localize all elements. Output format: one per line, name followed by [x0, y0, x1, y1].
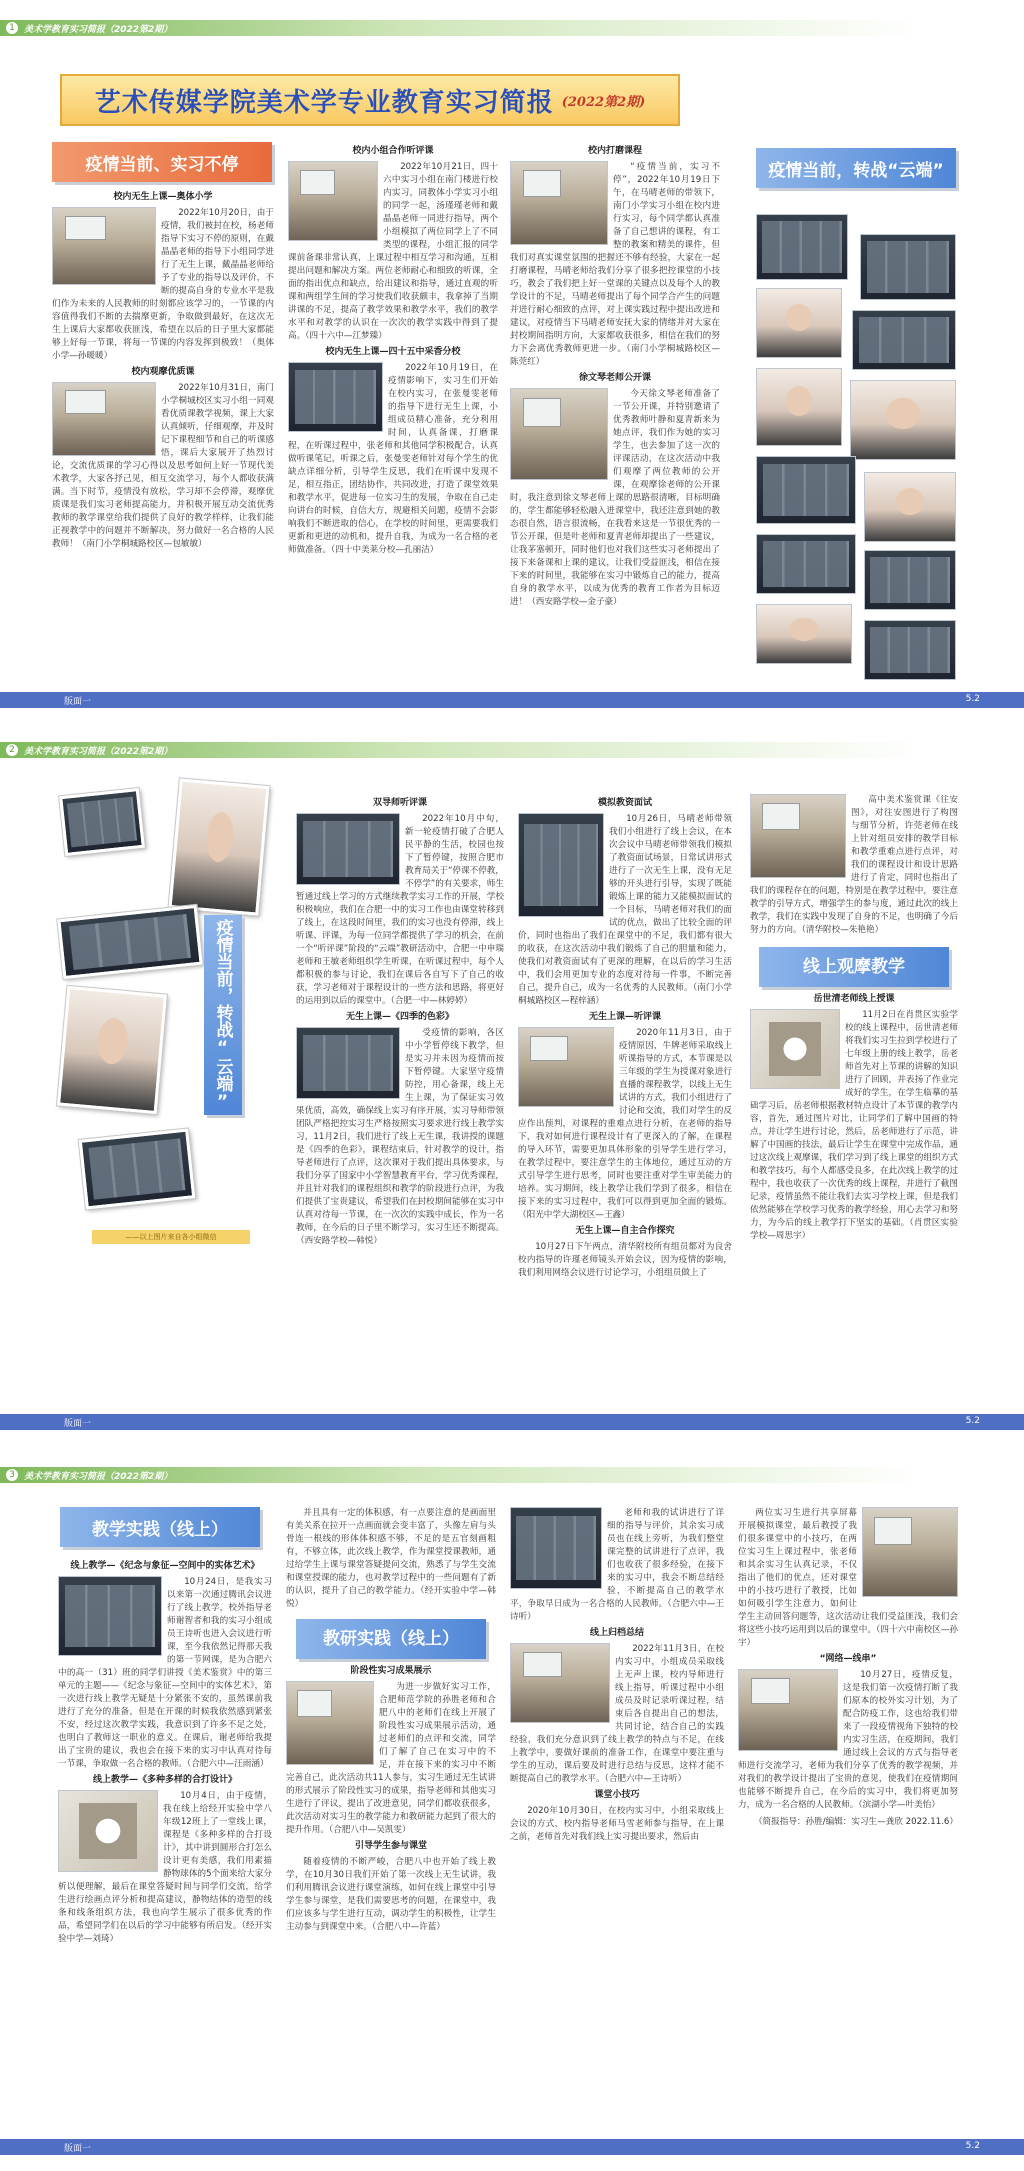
article-text: 2022年11月3日，在校内实习中，小组成员采取线上无声上课，校内导师进行线上指导，听课过程中小组成员及时记录听课过程，结束后各自提出自己的想法，共同讨论，结合自己的实践经验，我们充分意识到了线上教学的特点与不足，在线上教学中，要做好课前的准备工作，在课堂中要注重与学生的互动，课后要及时进行总结与反思，这样才能不断提高自己的教学水平。（合肥六中—王诗听）	[510, 1644, 724, 1784]
page-number: 1	[6, 22, 18, 34]
online-class-screenshot	[756, 456, 856, 524]
classroom-photo	[750, 794, 846, 878]
page-footer	[0, 2139, 1024, 2155]
vertical-banner-cloud: 疫情当前，转战“云端”	[204, 915, 242, 1115]
page-header	[0, 20, 1024, 36]
sketch-artwork-photo	[58, 1790, 158, 1872]
newsletter-title-banner	[60, 74, 680, 126]
article-column-2	[288, 142, 498, 688]
article-text: 10月4日，由于疫情，我在线上给经开实验中学八年级12班上了一堂线上课，课程是《多种多样的合打设计》，其中讲到圆形合打怎么设计更有美感，我们用素描静物球体的5个面来给大家分析以便理解，最后在课堂答疑时间与同学们交流，给学生进行绘画点评分析和提高建议，静物结体的造型的线条和线条组织方法，我也向学生展示了很多优秀的作品，希望同学们在以后的学习中能够有所启发。（经开实验中学—刘琦）	[58, 1791, 272, 1944]
article-text: 两位实习生进行共享屏幕开展模拟课堂，最后教授了我们很多课堂中的小技巧，在两位实习生上课过程中，张老师和其余实习生认真记录，不仅指出了他们的优点，还对课堂中的小技巧进行了教授，比如如何吸引学生注意力，如何让学生主动回答问题等，这次活动让我们受益匪浅，我们会将这些小技巧运用到以后的课堂中。（四十六中南校区—孙宇）	[738, 1508, 958, 1648]
online-class-screenshot	[852, 310, 956, 370]
online-class-screenshot	[864, 550, 956, 610]
article-column-2	[518, 794, 732, 1410]
footer-label: 版面一	[64, 2144, 92, 2154]
article-heading: 校内打磨课程	[587, 146, 642, 156]
article-text: 2022年10月19日，在疫情影响下，实习生们开始在校内实习，在张曼雯老师的指导下进行无生上课，小组成员精心准备，充分利用时间，认真备课，打磨课程，在听课过程中，张老师和其他同学积极配合，认真做听课笔记，听课之后，张曼雯老师针对每个学生的优缺点详细分析，引导学生反思，我们在听课中发现不足，相互指正，团结协作，共同改进，打造了课堂效果和教学水平，促进每一位实习生的发展，争取在自己走向讲台的时候，自信大方，规避相关问题，疫情不会影响我们不断进取的信心，在学校的时间里，更需要我们更新和更进的动机和，提升自我，为成为一名合格的老师做准备。（四十中美莱分校—孔丽洁）	[288, 363, 498, 555]
section-tag-research-practice: 教研实践（线上）	[296, 1619, 486, 1659]
page-number: 3	[6, 1469, 18, 1481]
article-text: 10月24日，是我实习以来第一次通过腾讯会议进行了线上教学，校外指导老师谢智者和我的实习小组成员王诗听也进入会议进行听课，至今我依然记得那天我的第一节网课，是为合肥六中的高一（31）班的同学们讲授《美术鉴赏》中的第三单元的主题——《纪念与象征—空间中的实体艺术》，第一次进行线上教学无疑是十分紧张不安的，虽然课前我进行了充分的准备，但是在开课的时候我依然感到紧张不安，经过这次教学实践，我意识到了许多不足之处，也明白了教师这一职业的意义。在课后，谢老师给我提出了宝贵的建议，我也会在接下来的实习中认真对待每一节课，争取做一名合格的教师。（合肥六中—汪雨涵）	[58, 1577, 272, 1769]
article-heading: 引导学生参与课堂	[354, 1841, 427, 1851]
page-number: 2	[6, 744, 18, 756]
article-heading: 校内无生上课—奥体小学	[113, 192, 213, 202]
article-heading: 校内观摩优质课	[131, 367, 195, 377]
classroom-photo	[52, 207, 156, 285]
classroom-photo	[510, 388, 608, 480]
group-photo	[288, 161, 378, 241]
article-text: 并且具有一定的体积感，有一点要注意的是画面里有美关系在拉开一点画面就会变丰富了，头像左肩与头骨连一根线的形体体积感不够，不足的是五官刻画粗有，不够立体，此次线上教学，作为课堂授课教师，通过给学生上课与课堂答疑提问交流，熟悉了与学生交流和课堂授课的能力，也对教学过程中的一些问题有了新的认识，提升了自己的教学能力。（经开实验中学—韩悦）	[286, 1508, 496, 1609]
article-column-1	[58, 1557, 272, 2135]
article-heading: 课堂小技巧	[594, 1790, 640, 1800]
page-header	[0, 1467, 1024, 1483]
online-class-screenshot	[864, 472, 956, 542]
online-class-screenshot	[756, 368, 842, 446]
collage-photo	[57, 986, 167, 1114]
article-heading: 模拟教资面试	[597, 798, 652, 808]
article-text: 2022年10月31日，南门小学桐城校区实习小组一同观看优质课教学视频，课上大家认真倾听，仔细观摩，并及时记下课程细节和自己的听课感悟，课后大家展开了热烈讨论，交流优质课的学习心得以及思考如何上好一节现代美术教学，大家各抒己见，相互交流学习，每个人都收获满满。当下时节，疫情没有放松，学习却不会停滞，观摩优质课是我们实习老师提高能力，并积极开展互动交流优秀教师的教学课堂给我们提供了良好的教学样样，让我们能正视教学中的问题并不断解决，努力做好一名合格的人民教师！（南门小学桐城路校区—包敏敏）	[52, 383, 274, 549]
online-class-screenshot	[850, 380, 956, 460]
article-heading: 无生上课—听评课	[588, 1012, 661, 1022]
classroom-photo	[518, 1027, 614, 1107]
page-header	[0, 742, 1024, 758]
article-heading: 校内无生上课—四十五中采香分校	[325, 347, 461, 357]
artwork-photo	[750, 1009, 840, 1089]
article-column-3	[510, 142, 720, 688]
collage-photo	[79, 1128, 196, 1209]
meeting-screenshot	[510, 1507, 602, 1589]
article-text: 2020年10月30日，在校内实习中，小组采取线上会议的方式，校内指导老师马雪老师参与指导，在上课之前，老师首先对我们线上实习提出要求，然后由	[510, 1806, 724, 1842]
article-column-1	[296, 794, 504, 1410]
article-text: 高中美术鉴赏课《往安图》，对往安图进行了构图与细节分析，许莞老师在线上针对组员安排的教学目标和教学重难点进行点评，对我们的课程设计和设计思路进行了肯定，同时也指出了我们的课程存在的问题，特别是在教学过程中，要注意教学的引导方式，增强学生的参与度，通过此次的线上教学，我们在实践中发现了自身的不足，也明确了今后努力的方向。（清华附校—朱艳艳）	[750, 795, 958, 935]
header-title: 美术学教育实习简报（2022第2期）	[24, 25, 173, 35]
classroom-photo	[52, 382, 156, 456]
article-text: 10月27日，疫情反复，这是我们第一次疫情打断了我们原本的校外实习计划，为了配合防疫工作，这也给我们带来了一段疫情视角下独特的校内实习生活，在疫期间，我们通过线上会议的方式与指导老师进行交流学习，老师为我们分享了优秀的教学视频，并对我们的教学设计提出了宝贵的意见，使我们在疫情期间也能够不断提升自己，在今后的实习中，我们将更加努力，成为一名合格的人民教师。（滨湖小学—叶美怡）	[738, 1670, 958, 1810]
article-text: 随着疫情的不断严峻，合肥八中也开始了线上教学，在10月30日我们开始了第一次线上无生试讲，我们利用腾讯会议进行课堂演练，如何在线上课堂中引导学生参与课堂，是我们需要思考的问题，在课堂中，我们应该多与学生进行互动，调动学生的积极性，让学生主动参与到课堂中来。（合肥八中—许蓝）	[286, 1857, 496, 1932]
article-column-4	[738, 1507, 958, 2135]
online-class-screenshot	[756, 604, 852, 664]
article-text: 2020年11月3日，由于疫情原因，牛牌老师采取线上听课指导的方式，本节课是以三年级的学生为授课对象进行直播的课程教学，以线上无生试讲的方式，我们小组进行了讨论和交流，我们对学生的反应作出预判，对课程的重难点进行分析，在老师的指导下，我对如何进行课程设计有了更深入的了解，在课程的导入环节，需要更加具体形象的引导学生进行学习，在教学过程中，要注意学生的主体地位，通过互动的方式引导学生进行思考，同时也要注重对学生审美能力的培养。实习期间，线上教学让我们学到了很多，相信在接下来的实习过程中，我们可以得到更加全面的锻炼。（阳光中学大湖校区—王鑫）	[518, 1028, 732, 1220]
footer-date: 5.2	[965, 694, 980, 704]
article-column-3	[510, 1507, 724, 2135]
article-text: 为进一步做好实习工作，合肥师范学院的孙胜老师和合肥八中的老师们在线上开展了阶段性实习成果展示活动，通过老师们的点评和交流，同学们了解了自己在实习中的不足，并在接下来的实习中不断完善自己，此次活动共11人参与，实习生通过无生试讲的形式展示了阶段性实习的成果，指导老师和其他实习生进行了评议，提出了改进意见，同学们都收获很多，此次活动对实习生的教学能力和教研能力起到了很大的提升作用。（合肥八中—吴凯雯）	[286, 1682, 496, 1835]
photo-caption: ——以上图片来自各小组微信	[92, 1230, 250, 1244]
meeting-screenshot	[296, 1027, 400, 1099]
article-text: 10月27日下午两点，清华附校所有组员都对为良舍校内指导的许瑾老师镜头开始会议，因为疫情的影响，我们利用网络会议进行讨论学习，小组组员做上了	[518, 1242, 732, 1278]
classroom-photo	[862, 1507, 958, 1597]
article-heading: 岳世清老师线上授课	[813, 994, 895, 1004]
header-title: 美术学教育实习简报（2022第2期）	[24, 747, 173, 757]
article-text: 2022年10月中旬，新一轮疫情打破了合肥人民平静的生活，校园也按下了暂停键，按照合肥市教育局关于“停课不停教，不停学”的有关要求，师生暂通过线上学习的方式继续教学实习工作的开展，学校积极响应，我们在合肥一中的实习工作也由课堂转移到了线上，在这段时间里，我们的实习也没有停滞，线上听课、评课，为每一位同学都提供了学习的机会，在前一个“听评课”阶段的“云端”教研活动中，合肥一中申瑞老师和王敏老师组织学生听课，在听课过程中，每个人都积极的参与讨论，我们在课后各自写下了自己的收获，学习老师对于课程设计的一些方法和思路，将更好的运用到以后的课堂中。（合肥一中—林婷婷）	[296, 814, 504, 1006]
article-heading: 无生上课—《四季的色彩》	[345, 1012, 454, 1022]
page-footer	[0, 692, 1024, 708]
article-text: 受疫情的影响，各区中小学暂停线下教学，但是实习并未因为疫情而按下暂停键。大家坚守疫情防控，用心备课，线上无生上课，为了保证实习效果优质，高效，确保线上实习有序开展，实习导师带领团队严格把控实习生严格按照实习要求进行线上教学实习，11月2日，我们进行了线上无生课，我讲授的课题是《四季的色彩》，课程结束后，针对教学的设计，指导老师进行了点评，这次课对于我们提出具体要求，与我们分享了国家中小学智慧教育平台，学习优秀课程，并且针对我们的课程组织和教学的阶段进行点评，为我们提供了宝贵建议，希望我们在封校期间能够在实习中认真对待每一节课，在一次次的实践中成长，作为一名教师，在今后的日子里不断学习，实习生还不断提高。（西安路学校—韩悦）	[296, 1028, 504, 1246]
online-class-screenshot	[756, 288, 842, 358]
article-heading: 线上教学—《纪念与象征—空间中的实体艺术》	[70, 1561, 260, 1571]
online-class-screenshot	[864, 620, 956, 680]
newsletter-title: 艺术传媒学院美术学专业教育实习简报	[94, 87, 554, 118]
newsletter-page-1	[9, 20, 980, 708]
article-column-3	[750, 794, 958, 1410]
footer-date: 5.2	[965, 2141, 980, 2151]
collage-photo	[169, 778, 270, 915]
article-column-1	[52, 188, 274, 688]
classroom-photo	[510, 1643, 610, 1723]
meeting-screenshot	[58, 1576, 162, 1656]
collage-photo	[57, 905, 203, 979]
page-footer	[0, 1414, 1024, 1430]
classroom-photo	[510, 161, 608, 245]
article-heading: “网络—线串”	[819, 1654, 877, 1664]
online-class-screenshot	[756, 214, 848, 280]
article-heading: 线上归档总结	[589, 1628, 644, 1638]
issue-label: (2022第2期)	[561, 94, 646, 110]
meeting-screenshot	[296, 813, 400, 885]
article-heading: 线上教学—《多种多样的合打设计》	[92, 1775, 237, 1785]
header-title: 美术学教育实习简报（2022第2期）	[24, 1472, 173, 1482]
article-text: 10月26日，马晴老师带领我们小组进行了线上会议，在本次会议中马晴老师带领我们模拟了教资面试场景，日常试讲形式进行了一次无生上课，没有无足够的开头进行引导，实现了既能锻炼上课的能力又能模拟面试的一个目标，马晴老师对我们的面试的优点，做出了比较全面的评价，同时也指出了我们在课堂中的不足，我们都有很大的收获，在这次活动中我们锻炼了自己的胆量和能力，使我们对教资面试有了更深的理解，在以后的学习生活中，我们会用更加专业的态度对待每一件事，不断完善自己，提升自己，成为一名优秀的人民教师。（南门小学桐城路校区—程梓涵）	[518, 814, 732, 1006]
article-heading: 阶段性实习成果展示	[350, 1666, 432, 1676]
meeting-screenshot	[518, 813, 604, 917]
online-class-screenshot	[756, 534, 856, 594]
article-heading: 校内小组合作听评课	[352, 146, 434, 156]
newsletter-page-3	[9, 1467, 980, 2155]
article-column-2	[286, 1507, 496, 2135]
article-heading: 双导师听评课	[372, 798, 427, 808]
lecture-photo	[288, 362, 383, 432]
section-tag-teaching-practice: 教学实践（线上）	[60, 1507, 260, 1547]
article-text: 老师和我的试讲进行了详细的指导与评价，其余实习成员也在线上旁听，为我们整堂课完整的试讲进行了点评，我们也收获了很多经验，在接下来的实习中，我会不断总结经验，不断提高自己的教学水平，争取早日成为一名合格的人民教师。（合肥六中—王诗听）	[510, 1508, 724, 1622]
article-text: “疫情当前，实习不停”，2022年10月19日下午，在马晴老师的带领下，南门小学实习小组在校内进行实习，每个同学都认真准备了自己想讲的课程，有工整的教案和精美的课件，但我们对真实课堂氛围的把握还不够有经验，大家在一起打磨课程，马晴老师给我们分享了很多把控课堂的小技巧，教会了我们把上好一堂课的关键点以及每个人的教学设计的不足，马晴老师提出了每个同学合产生的问题并进行耐心细致的点评，对上课实践过程中提出改进和建议，对疫情当下马晴老师安抚大家的情绪并对大家在封校期间指明方向，大家都收获很多，相信在我们的努力下会离优秀教师更进一步。（南门小学桐城路校区—陈莞红）	[510, 162, 720, 367]
editor-credit: （简报指导：孙胜/编辑：实习生—龚欣 2022.11.6）	[753, 1817, 958, 1827]
article-heading: 无生上课—自主合作探究	[575, 1226, 675, 1236]
section-tag-cloud: 疫情当前，转战“云端”	[756, 148, 956, 188]
footer-date: 5.2	[965, 1416, 980, 1426]
article-heading: 徐文琴老师公开课	[578, 373, 651, 383]
newsletter-page-2	[9, 742, 980, 1430]
classroom-photo	[286, 1681, 374, 1765]
article-text: 2022年10月21日，四十六中实习小组在南门楼进行校内实习，同教体小学实习小组的同学一起，汤瑾瑾老师和戴晶晶老师一同进行指导，两个小组模拟了两位同学上了不同类型的课程，小组汇报的同学课前备课非常认真，上课过程中相互学习和沟通，互相提出问题和解决方案。两位老师耐心和细致的听课，全面的指出优点和缺点，给出建议和指导，通过直观的听课和两组学生间的学习使我们收获颇丰，我拿掉了当期讲课的不足，提高了教学效果和教学水平，我们的教学水平和对教学的认识在一次次的教学实践中得到了提高。（四十六中—江梦臻）	[288, 162, 498, 341]
online-class-screenshot	[860, 234, 956, 300]
section-tag-epidemic: 疫情当前、实习不停	[52, 142, 272, 182]
article-text: 2022年10月20日，由于疫情，我们被封在校，杨老师指导下实习不停的原则，在戴晶晶老师的指导下小组同学进行了无生上课，戴晶晶老师给予了专业的指导以及评价，不断的提高自身的专业水平是我们作为未来的人民教师的时刻都应该学习的，一节课的内容值得我们不断的去揣摩更新，争取做到最好，在这次无生上课后大家都收获匪浅，希望在以后的日子里大家都能够上好每一节课，将每一节课的内容发挥到极致！（奥体小学—孙暖暖）	[52, 208, 274, 361]
article-text: 11月2日在肖贯区实验学校的线上课程中，岳世清老师将我们实习生拉到学校进行了七年级上册的线上教学，岳老师首先对上节课的讲解的知识进行了回顾，并表扬了作业完成好的学生，在学生临摹的基础学习后，岳老师根据教材特点设计了本节课的教学内容，首先，通过图片对比，让同学们了解中国画的特点，并让学生进行讨论，然后，岳老师进行了示范，讲解了中国画的技法，最后让学生在课堂中完成作品，通过这次线上观摩课，我们学习到了线上课堂的组织方式和教学技巧，每个人都感受良多，在此次线上教学的过程中，我也收获了一次优秀的线上课程，并进行了截图记录，疫情虽然不能让我们去实习学校上课，但是我们依然能够在学校学习优秀的教学经验，用心去学习和努力，为今后的线上教学打下坚实的基础。（肖贯区实验学校—周思宇）	[750, 1010, 958, 1241]
collage-photo	[59, 788, 145, 856]
footer-label: 版面一	[64, 697, 92, 707]
footer-label: 版面一	[64, 1419, 92, 1429]
section-tag-online-observe: 线上观摩教学	[759, 947, 949, 987]
classroom-photo	[738, 1669, 838, 1751]
article-text: 今天徐文琴老师准备了一节公开课，并特别邀请了优秀教师叶静和夏青新来为她点评，我们作为她的实习学生，也去参加了这一次的评课活动，在这次活动中我们观摩了两位教师的公开课，在观摩徐老师的公开课时，我注意到徐文琴老师上课的思路很清晰，目标明确的，学生都能够轻松融入进课堂中，我还注意到她的教态很自然，语言很流畅，在我看来这是一节很优秀的一节公开课，但是叶老师和夏青老师却提出了一些建议，让我茅塞顿开，同时他们也对我们这些实习老师提出了接下来备课和上课的建议，让我们受益匪浅，相信在接下来的时间里，我能够在实习中锻炼自己的能力，提高自身的教学水平，以成为优秀的教育工作者为目标迈进！（西安路学校—金子豪）	[510, 389, 720, 607]
